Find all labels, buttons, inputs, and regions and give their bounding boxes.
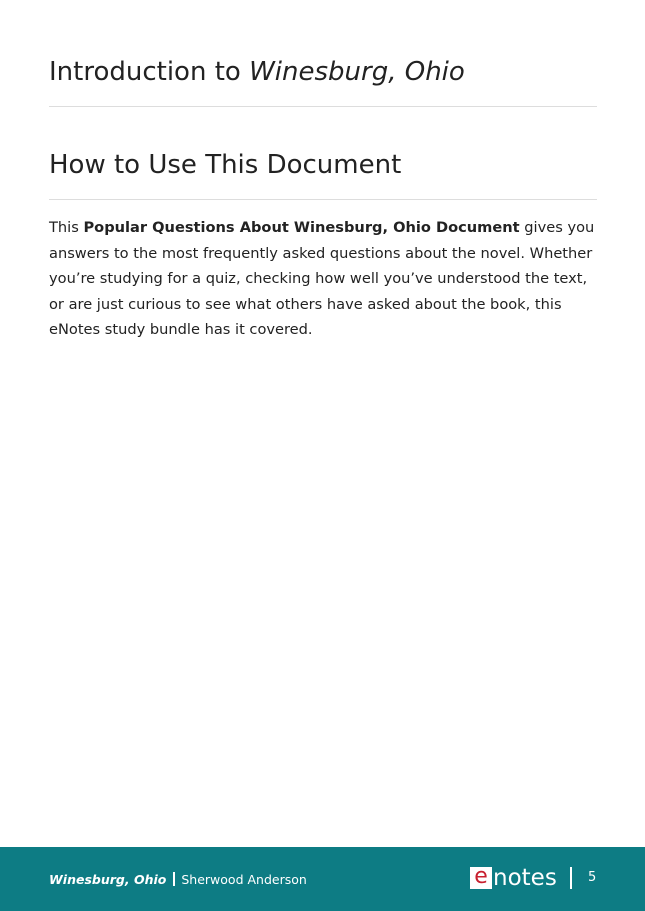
enotes-logo-wordmark: notes: [493, 865, 557, 891]
page-footer: [0, 847, 645, 911]
chapter-heading-prefix: Introduction to: [49, 57, 250, 87]
chapter-heading-book-title: Winesburg, Ohio: [249, 57, 465, 87]
section-divider: [49, 199, 597, 200]
enotes-logo-e-mark: e: [470, 867, 492, 889]
footer-book-info: [49, 872, 307, 887]
chapter-heading: [49, 57, 465, 87]
footer-separator: [173, 872, 175, 886]
paragraph-lead: This: [49, 219, 84, 236]
footer-author: Sherwood Anderson: [181, 872, 307, 887]
enotes-logo: [470, 864, 557, 891]
paragraph-bold-title: Popular Questions About Winesburg, Ohio Document: [83, 219, 520, 236]
footer-book-title: Winesburg, Ohio: [49, 872, 167, 887]
paragraph-body: gives you answers to the most frequently asked questions about the novel. Whether you’re studying for a quiz, checking how well you’ve understood the text, or are just curious to see what others have asked about the book, this eNotes study bundle has it covered.: [49, 219, 595, 339]
page-number: 5: [588, 870, 597, 885]
section-heading: How to Use This Document: [49, 150, 402, 180]
footer-vertical-divider: [570, 867, 572, 889]
intro-paragraph: [49, 215, 601, 343]
heading-divider: [49, 106, 597, 107]
